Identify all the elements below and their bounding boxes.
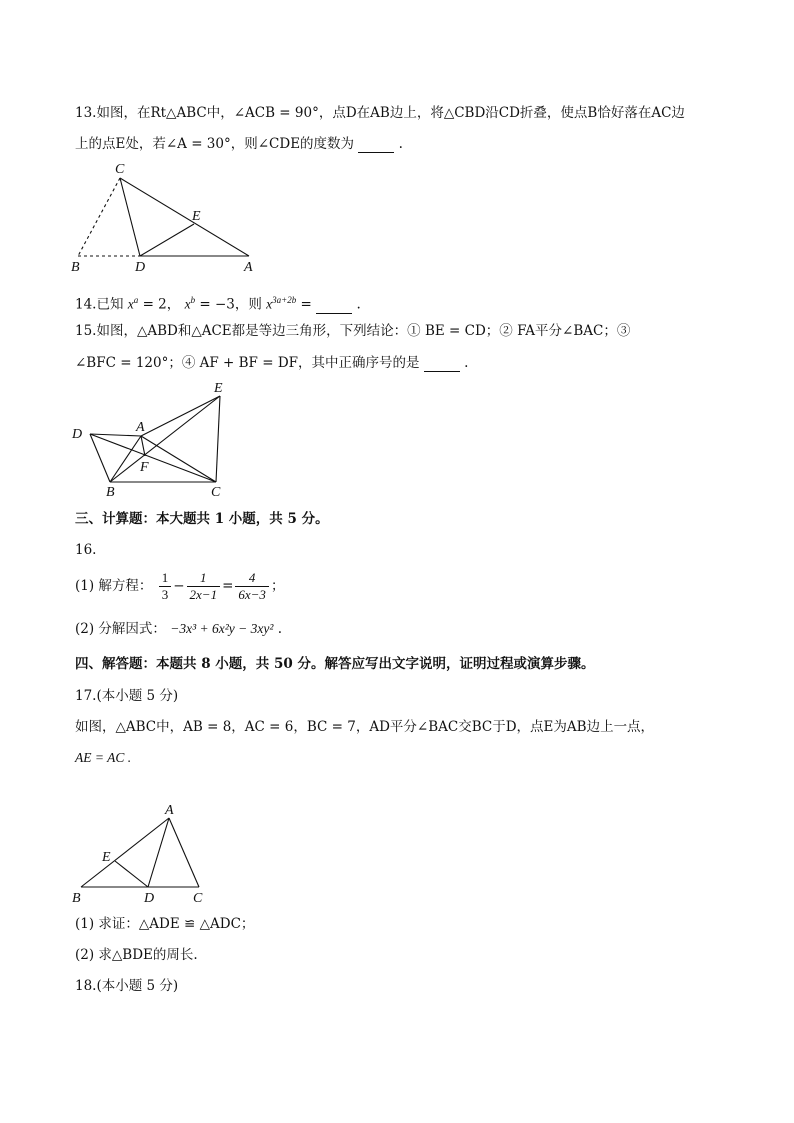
- q15-line2-text: ∠BFC = 120°；④ AF + BF = DF，其中正确序号的是: [75, 355, 420, 371]
- q15-label-C: C: [211, 485, 221, 500]
- q13-figure: [66, 160, 266, 275]
- q17-part1: (1) 求证：△ADE ≌ △ADC；: [75, 916, 255, 932]
- q13-label-B: B: [71, 260, 80, 275]
- q16-number: 16.: [75, 542, 97, 558]
- q13-line2: [75, 135, 403, 153]
- q15-label-A: A: [136, 420, 145, 435]
- q17-label-B: B: [72, 891, 81, 906]
- q16-p1-prefix: (1) 解方程：: [75, 578, 153, 594]
- q15-seg-BE: [110, 396, 220, 482]
- q17-label-C: C: [193, 891, 203, 906]
- q18-header: 18.(本小题 5 分): [75, 978, 179, 994]
- q15-label-D: D: [72, 427, 83, 442]
- q14-e1: x: [127, 296, 134, 312]
- q13-seg-CB-dashed: [78, 178, 120, 256]
- q13-label-A: A: [244, 260, 253, 275]
- q17-header: 17.(本小题 5 分): [75, 688, 179, 704]
- q13-seg-CA: [120, 178, 249, 256]
- q15-figure: [66, 378, 246, 503]
- minus-sign: −: [173, 578, 185, 594]
- q15-seg-DB: [90, 434, 110, 482]
- q13-label-C: C: [115, 162, 125, 177]
- q15-seg-AF: [141, 436, 145, 456]
- q15-label-E: E: [214, 381, 223, 396]
- q15-seg-DA: [90, 434, 141, 436]
- section-3-heading: 三、计算题：本大题共 1 小题，共 5 分。: [75, 511, 329, 527]
- q13-label-D: D: [135, 260, 146, 275]
- q14-end: .: [356, 296, 361, 313]
- q13-label-E: E: [192, 209, 201, 224]
- q14-e1-val: = 2，: [138, 296, 181, 313]
- q14-e1-sup: a: [133, 295, 139, 305]
- q17-seg-AC: [169, 818, 199, 887]
- q15-line1: 15.如图，△ABD和△ACE都是等边三角形，下列结论：① BE = CD；② FA平分∠BAC；③: [75, 323, 631, 339]
- q16-p1-end: ；: [270, 578, 285, 594]
- q14-prefix: 14.已知: [75, 296, 124, 313]
- q15-seg-AC: [141, 436, 216, 482]
- q17-seg-ED: [115, 861, 148, 887]
- q13-line1: 13.如图，在Rt△ABC中，∠ACB = 90°，点D在AB边上，将△CBD沿CD折叠，使点B恰好落在AC边: [75, 105, 685, 121]
- q13-seg-DE: [140, 224, 194, 256]
- fraction-1-2x-1: $\frac{1}{2x-1}$: [187, 570, 221, 603]
- q17-seg-AD: [148, 818, 169, 887]
- q17-figure: [66, 800, 216, 910]
- q14-e2-sup: b: [190, 295, 196, 305]
- q17-label-E: E: [102, 850, 111, 865]
- q17-seg-BA: [81, 818, 169, 887]
- q13-line2-text: 上的点E处，若∠A = 30°，则∠CDE的度数为: [75, 136, 355, 152]
- q14-e2: x: [184, 296, 191, 312]
- q14-e3-sup: 3a+2b: [272, 295, 297, 305]
- q15-label-F: F: [140, 460, 149, 475]
- q16-p2-end: .: [277, 621, 282, 637]
- fraction-1-3: $\frac{1}{3}$: [159, 570, 172, 603]
- q15-seg-DC: [90, 434, 216, 482]
- answer-blank: [358, 139, 394, 153]
- answer-blank: [424, 358, 460, 372]
- q16-p2-prefix: (2) 分解因式：: [75, 621, 166, 637]
- q15-seg-EC: [216, 396, 220, 482]
- q13-line2-end: .: [398, 136, 403, 152]
- q15-label-B: B: [106, 485, 115, 500]
- q15-line2: [75, 354, 468, 372]
- q14-e3-val: =: [296, 296, 317, 313]
- q17-line1: 如图，△ABC中，AB = 8，AC = 6，BC = 7，AD平分∠BAC交BC于D，点E为AB边上一点，: [75, 719, 655, 735]
- q17-part2: (2) 求△BDE的周长.: [75, 947, 198, 963]
- q15-seg-AE: [141, 396, 220, 436]
- q17-label-D: D: [144, 891, 155, 906]
- section-4-heading: 四、解答题：本题共 8 小题，共 50 分。解答应写出文字说明，证明过程或演算步骤。: [75, 656, 595, 672]
- fraction-4-6x-3: $\frac{4}{6x-3}$: [235, 570, 269, 603]
- equals-sign: =: [222, 578, 234, 594]
- q16-p2-expr: −3x³ + 6x²y − 3xy²: [170, 621, 274, 636]
- q17-label-A: A: [165, 803, 174, 818]
- q13-seg-CD: [120, 178, 140, 256]
- q14-e2-val: = −3，则: [195, 296, 262, 313]
- q14-line: [75, 291, 361, 314]
- q15-line2-end: .: [464, 355, 469, 371]
- q16-part1: [75, 568, 284, 604]
- q16-part2: [75, 620, 282, 638]
- q17-line2: AE = AC .: [75, 750, 132, 765]
- q14-e3: x: [266, 296, 273, 312]
- answer-blank: [316, 300, 352, 314]
